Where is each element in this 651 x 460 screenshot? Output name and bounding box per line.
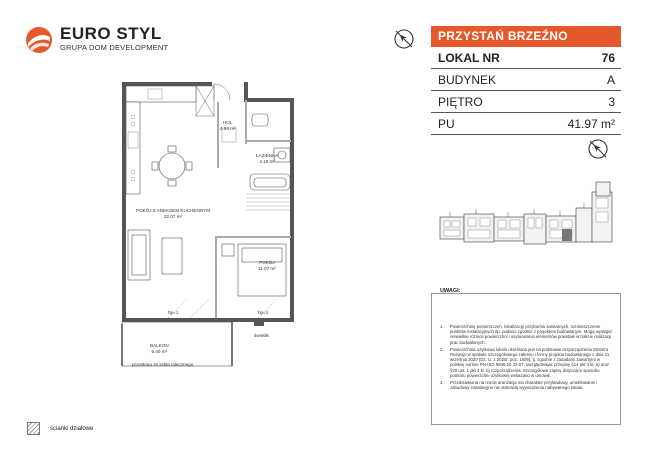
- room-living-area: 22.07 m²: [163, 213, 183, 219]
- skylight-label: świetlik: [254, 333, 269, 338]
- room-bathroom-name: ŁAZIENKA: [256, 153, 279, 158]
- highlighted-unit-marker: [562, 229, 572, 241]
- notes-box: [431, 293, 621, 425]
- notes-title: UWAGI:: [440, 288, 461, 294]
- floor-label: PIĘTRO: [438, 95, 483, 109]
- site-compass-icon: [587, 138, 609, 160]
- unit-value: 76: [601, 51, 615, 65]
- room-bedroom-name: POKÓJ: [259, 260, 275, 265]
- floor-value: 3: [608, 95, 615, 109]
- brand-name: EURO STYL: [60, 24, 162, 43]
- development-title: PRZYSTAŃ BRZEŹNO: [431, 26, 621, 47]
- partition-walls-label: ścianki działowe: [50, 426, 94, 432]
- room-bedroom-area: 11.07 m²: [258, 265, 276, 271]
- compass-north-icon: [393, 28, 415, 50]
- note-text: Powierzchnia użytkowa lokalu określona jest na podstawie rozporządzenia Ministra Rozwoju w sprawie szczegółowego zakresu i formy projektu budowlanego z dnia 11 września 2020 (Dz. U. z 2020r. poz. 1609), tj. zgodnie z zasadami zawartymi w polskiej normie PN-ISO 9836:20 22-07, uwzględniając przepisy §14 pkt 4 lit. a) oraz §20 ust. 1 pkt 4 lit. b) rozporządzenia. Szczegółowe zapisy dotyczące sposobu pomiaru powierzchni użytkowej wskazano w umowie.: [450, 346, 610, 378]
- room-living-label: [136, 208, 210, 219]
- building-value: A: [606, 73, 615, 87]
- brand-subtitle: GRUPA DOM DEVELOPMENT: [60, 43, 169, 52]
- partition-walls-swatch: [27, 422, 40, 435]
- room-bathroom-area: 4.19 m²: [259, 158, 275, 164]
- room-hol-name: HOL: [223, 120, 233, 125]
- building-label: BUDYNEK: [438, 73, 497, 87]
- room-balcony-name: BALKON: [150, 343, 169, 348]
- note-item: [440, 380, 614, 390]
- note-text: Powierzchnię pomieszczeń, lokalizację przyborów sanitarnych, rozmieszczenie punktów instalacyjnych itp. podano zgodnie z projektem budowlanym. Mogą wystąpić niewielkie różnice powierzchni i usytuowania elementów powstałe w trakcie realizacji prac budowlanych.: [450, 324, 613, 345]
- note-item: [440, 347, 614, 378]
- note-number: 1.: [440, 324, 444, 329]
- room-hol-area: 4.64 m²: [220, 125, 236, 131]
- room-bathroom-label: [256, 153, 278, 164]
- info-row-area: [431, 113, 621, 135]
- info-row-building: [431, 69, 621, 91]
- info-row-unit: [431, 47, 621, 69]
- room-living-name: POKÓJ Z ANEKSEM KUCHENNYM: [136, 208, 211, 213]
- room-balcony-label: [150, 343, 169, 354]
- euro-styl-logo-icon: [24, 25, 54, 55]
- height-label-left: hp=1: [168, 310, 179, 315]
- note-item: [440, 324, 614, 345]
- height-label-right: hp=1: [258, 310, 269, 315]
- unit-label: LOKAL NR: [438, 51, 500, 65]
- note-text: Przedstawiona na rzucie aranżacja ma charakter przykładowy, umeblowanie i zabudowy instalacyjne nie stanowią wyposażenia nabywanego lokalu.: [450, 380, 598, 391]
- note-number: 2.: [440, 346, 444, 352]
- room-bedroom-label: [258, 260, 276, 271]
- note-number: 3.: [440, 380, 444, 386]
- site-key-plan: [436, 172, 622, 272]
- room-balcony-area: 5.40 m²: [151, 348, 168, 354]
- floor-plan: [118, 72, 304, 377]
- privacy-screen-label: przesłona ze szkła mlecznego: [132, 362, 194, 367]
- area-value: 41.97 m²: [567, 117, 615, 131]
- area-label: PU: [438, 117, 455, 131]
- info-row-floor: [431, 91, 621, 113]
- room-hol-label: [220, 120, 236, 131]
